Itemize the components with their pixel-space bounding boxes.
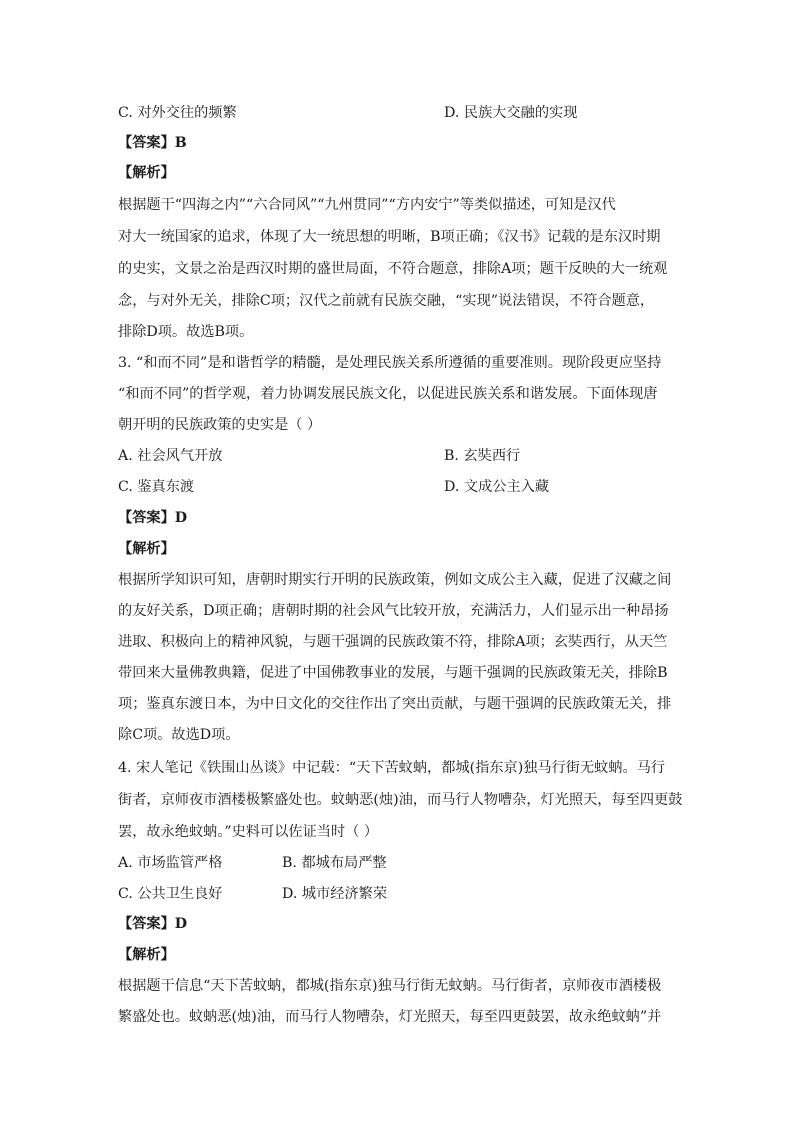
q4-answer: 【答案】D bbox=[118, 916, 188, 932]
q3-option-c: C. 鉴真东渡 bbox=[118, 479, 195, 495]
q3-analysis-line: 除C项。故选D项。 bbox=[118, 727, 240, 743]
q2-analysis-line: 排除D项。故选B项。 bbox=[118, 324, 254, 340]
q3-analysis-line: 带回来大量佛教典籍，促进了中国佛教事业的发展，与题干强调的民族政策无关，排除B bbox=[118, 665, 668, 681]
q2-analysis-line: 根据题干“四海之内”“六合同风”“九州贯同”“方内安宁”等类似描述，可知是汉代 bbox=[118, 197, 616, 213]
q4-analysis-line: 繁盛处也。蚊蚋恶(烛)油，而马行人物嘈杂，灯光照天，每至四更鼓罢，故永绝蚊蚋”并 bbox=[118, 1009, 662, 1025]
q4-analysis-label: 【解析】 bbox=[118, 947, 175, 963]
q4-stem-line: 街者，京师夜市酒楼极繁盛处也。蚊蚋恶(烛)油，而马行人物嘈杂，灯光照天，每至四更鼓 bbox=[118, 792, 683, 808]
q3-answer: 【答案】D bbox=[118, 510, 188, 526]
q4-option-d: D. 城市经济繁荣 bbox=[282, 886, 388, 902]
q3-analysis-line: 的友好关系，D项正确；唐朝时期的社会风气比较开放，充满活力，人们显示出一种昂扬 bbox=[118, 603, 669, 619]
q3-analysis-line: 根据所学知识可知，唐朝时期实行开明的民族政策，例如文成公主入藏，促进了汉藏之间 bbox=[118, 572, 672, 588]
q2-analysis-line: 的史实，文景之治是西汉时期的盛世局面，不符合题意，排除A项；题干反映的大一统观 bbox=[118, 261, 668, 277]
q4-option-a: A. 市场监管严格 bbox=[118, 855, 223, 871]
q2-answer: 【答案】B bbox=[118, 135, 187, 151]
q2-analysis-line: 念，与对外无关，排除C项；汉代之前就有民族交融，“实现”说法错误，不符合题意， bbox=[118, 293, 655, 309]
q3-option-a: A. 社会风气开放 bbox=[118, 448, 223, 464]
q3-analysis-line: 进取、积极向上的精神风貌，与题干强调的民族政策不符，排除A项；玄奘西行，从天竺 bbox=[118, 634, 668, 650]
q4-stem-line: 罢，故永绝蚊蚋。”史料可以佐证当时（ ） bbox=[118, 824, 379, 840]
q4-stem-line: 4. 宋人笔记《铁围山丛谈》中记载：“天下苦蚊蚋，都城(指东京)独马行街无蚊蚋。马行 bbox=[118, 760, 666, 776]
q3-stem-line: 朝开明的民族政策的史实是（ ） bbox=[118, 417, 322, 433]
q3-option-b: B. 玄奘西行 bbox=[444, 448, 521, 464]
q2-option-c: C. 对外交往的频繁 bbox=[118, 105, 237, 121]
q4-analysis-line: 根据题干信息“天下苦蚊蚋，都城(指东京)独马行街无蚊蚋。马行街者，京师夜市酒楼极 bbox=[118, 978, 662, 994]
q3-stem-line: “和而不同”的哲学观，着力协调发展民族文化，以促进民族关系和谐发展。下面体现唐 bbox=[118, 386, 658, 402]
q3-analysis-line: 项；鉴真东渡日本，为中日文化的交往作出了突出贡献，与题干强调的民族政策无关，排 bbox=[118, 696, 672, 712]
q2-analysis-line: 对大一统国家的追求，体现了大一统思想的明晰，B项正确；《汉书》记载的是东汉时期 bbox=[118, 229, 661, 245]
q3-analysis-label: 【解析】 bbox=[118, 541, 175, 557]
q2-option-d: D. 民族大交融的实现 bbox=[444, 105, 578, 121]
q4-option-c: C. 公共卫生良好 bbox=[118, 886, 223, 902]
q3-option-d: D. 文成公主入藏 bbox=[444, 479, 550, 495]
q2-analysis-label: 【解析】 bbox=[118, 165, 175, 181]
q3-stem-line: 3. “和而不同”是和谐哲学的精髓，是处理民族关系所遵循的重要准则。现阶段更应坚持 bbox=[118, 355, 662, 371]
q4-option-b: B. 都城布局严整 bbox=[282, 855, 387, 871]
